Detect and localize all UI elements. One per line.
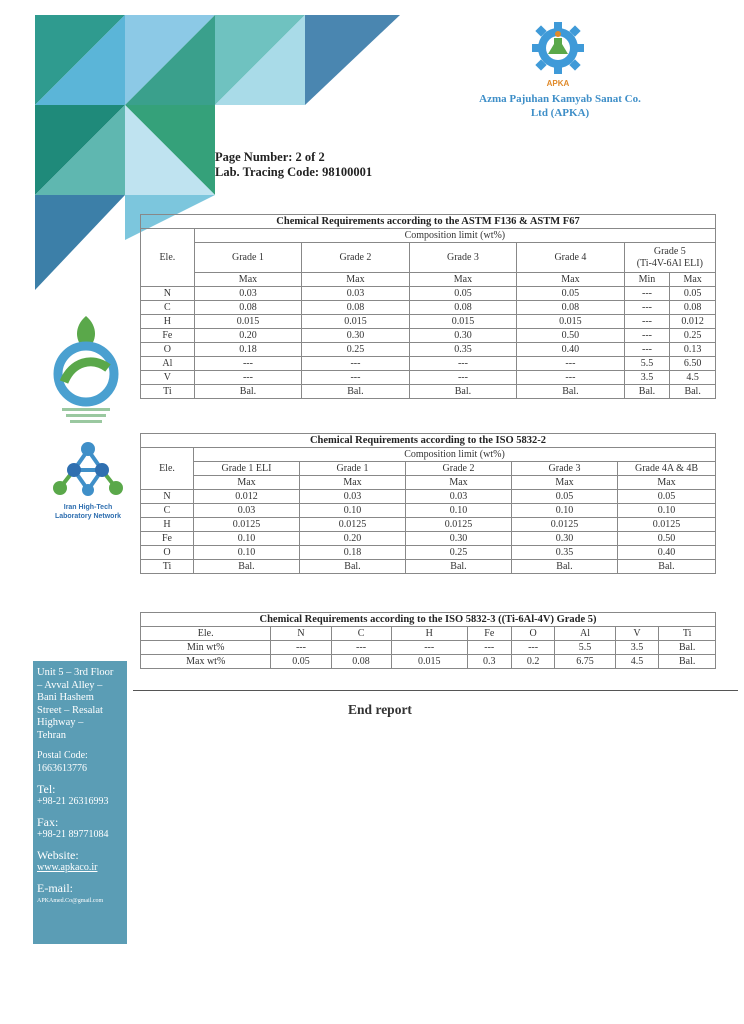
table-cell: C bbox=[331, 627, 391, 641]
table-title: Chemical Requirements according to the ISO 5832-2 bbox=[141, 434, 716, 448]
table-cell: Al bbox=[555, 627, 615, 641]
sub-header: Max bbox=[670, 273, 716, 287]
table-cell: Bal. bbox=[659, 641, 716, 655]
table-cell: 0.20 bbox=[300, 532, 406, 546]
table-cell: --- bbox=[409, 357, 516, 371]
apka-gear-logo-icon bbox=[527, 18, 589, 84]
table-cell: 5.5 bbox=[624, 357, 670, 371]
table-cell: 0.05 bbox=[271, 655, 331, 669]
table-cell: 4.5 bbox=[670, 371, 716, 385]
grade-header: Grade 1 bbox=[194, 243, 301, 273]
table-cell: 0.13 bbox=[670, 343, 716, 357]
table-cell: --- bbox=[271, 641, 331, 655]
table-cell: 3.5 bbox=[615, 641, 659, 655]
company-name bbox=[455, 92, 665, 120]
table-cell: --- bbox=[194, 357, 301, 371]
address-line: Highway – bbox=[37, 717, 84, 728]
table-cell: 0.3 bbox=[467, 655, 511, 669]
table-row bbox=[141, 385, 716, 399]
table-cell: 0.08 bbox=[517, 301, 624, 315]
lab-network-icon bbox=[44, 440, 132, 498]
table-cell: 0.08 bbox=[331, 655, 391, 669]
email-label: E-mail: bbox=[37, 881, 73, 895]
website-link[interactable]: www.apkaco.ir bbox=[37, 861, 98, 873]
table-cell: 0.0125 bbox=[618, 518, 716, 532]
lab-tracing-code: Lab. Tracing Code: 98100001 bbox=[215, 165, 373, 179]
table-cell: 0.015 bbox=[409, 315, 516, 329]
astm-requirements-table bbox=[140, 214, 716, 399]
table-cell: Bal. bbox=[659, 655, 716, 669]
table-cell: 0.0125 bbox=[512, 518, 618, 532]
table-cell: 0.012 bbox=[670, 315, 716, 329]
table-row bbox=[141, 560, 716, 574]
grade-header: Grade 1 bbox=[300, 462, 406, 476]
postal-value: 1663613776 bbox=[37, 762, 87, 774]
table-cell: 0.50 bbox=[618, 532, 716, 546]
table-cell: 0.30 bbox=[512, 532, 618, 546]
table-row bbox=[141, 343, 716, 357]
table-cell: 0.015 bbox=[391, 655, 467, 669]
sub-header: Max bbox=[406, 476, 512, 490]
grade5-header bbox=[624, 243, 715, 273]
table-row bbox=[141, 504, 716, 518]
fax-value: +98-21 89771084 bbox=[37, 828, 109, 840]
table-cell: 0.0125 bbox=[300, 518, 406, 532]
table-cell: 0.50 bbox=[517, 329, 624, 343]
table-cell: O bbox=[511, 627, 555, 641]
table-cell: --- bbox=[194, 371, 301, 385]
table-cell: Bal. bbox=[618, 560, 716, 574]
table-cell: 0.10 bbox=[194, 546, 300, 560]
table-cell: 6.75 bbox=[555, 655, 615, 669]
table-header bbox=[141, 627, 716, 641]
contact-sidebar bbox=[33, 661, 127, 944]
table-cell: Bal. bbox=[194, 560, 300, 574]
apka-logo-text: APKA bbox=[546, 79, 570, 88]
table-row bbox=[141, 329, 716, 343]
table-cell: 0.2 bbox=[511, 655, 555, 669]
table-cell: 0.18 bbox=[194, 343, 301, 357]
grade5-line2: (Ti-4V-6Al ELI) bbox=[636, 257, 703, 269]
address-line: Bani Hashem bbox=[37, 692, 94, 703]
row-label: Ti bbox=[141, 560, 194, 574]
table-row bbox=[141, 371, 716, 385]
row-label: C bbox=[141, 301, 195, 315]
table-cell: 0.30 bbox=[406, 532, 512, 546]
row-label: Ele. bbox=[141, 627, 271, 641]
table-cell: --- bbox=[331, 641, 391, 655]
composition-header: Composition limit (wt%) bbox=[194, 229, 715, 243]
table-cell: 0.10 bbox=[406, 504, 512, 518]
table-cell: --- bbox=[624, 315, 670, 329]
table-cell: 0.08 bbox=[409, 301, 516, 315]
table-cell: 0.015 bbox=[517, 315, 624, 329]
table-cell: Bal. bbox=[517, 385, 624, 399]
row-label: C bbox=[141, 504, 194, 518]
table-row bbox=[141, 301, 716, 315]
sub-header: Max bbox=[512, 476, 618, 490]
grade-header: Grade 3 bbox=[512, 462, 618, 476]
sub-header: Max bbox=[517, 273, 624, 287]
address-line: Street – Resalat bbox=[37, 704, 103, 716]
table-cell: 0.35 bbox=[409, 343, 516, 357]
grade-header: Grade 3 bbox=[409, 243, 516, 273]
table-cell: 0.03 bbox=[194, 287, 301, 301]
table-cell: Fe bbox=[467, 627, 511, 641]
table-cell: 0.10 bbox=[194, 532, 300, 546]
row-label: N bbox=[141, 490, 194, 504]
table-cell: --- bbox=[624, 301, 670, 315]
table-cell: 3.5 bbox=[624, 371, 670, 385]
website-label: Website: bbox=[37, 848, 79, 862]
table-row bbox=[141, 546, 716, 560]
table-cell: --- bbox=[391, 641, 467, 655]
composition-header: Composition limit (wt%) bbox=[194, 448, 716, 462]
table-cell: Bal. bbox=[406, 560, 512, 574]
sub-header: Min bbox=[624, 273, 670, 287]
divider bbox=[133, 690, 738, 691]
table-cell: 0.25 bbox=[670, 329, 716, 343]
grade-header: Grade 2 bbox=[406, 462, 512, 476]
ele-header: Ele. bbox=[141, 448, 194, 490]
table-cell: Bal. bbox=[409, 385, 516, 399]
postal-label: Postal Code: bbox=[37, 750, 88, 761]
row-label: H bbox=[141, 315, 195, 329]
table-cell: 0.05 bbox=[618, 490, 716, 504]
fax-label: Fax: bbox=[37, 815, 59, 829]
address-line: – Avval Alley – bbox=[37, 679, 103, 691]
table-cell: V bbox=[615, 627, 659, 641]
grade-header: Grade 1 ELI bbox=[194, 462, 300, 476]
table-cell: 0.015 bbox=[194, 315, 301, 329]
table-cell: --- bbox=[511, 641, 555, 655]
table-cell: --- bbox=[517, 357, 624, 371]
table-cell: 0.05 bbox=[512, 490, 618, 504]
network-logo-line2: Laboratory Network bbox=[54, 513, 122, 520]
table-cell: 0.40 bbox=[517, 343, 624, 357]
table-cell: 0.10 bbox=[300, 504, 406, 518]
table-body bbox=[141, 490, 716, 574]
table-cell: 0.08 bbox=[194, 301, 301, 315]
table-cell: 0.35 bbox=[512, 546, 618, 560]
table-row bbox=[141, 655, 716, 669]
table-cell: 0.03 bbox=[300, 490, 406, 504]
grade5-line1: Grade 5 bbox=[653, 245, 686, 257]
row-label: Fe bbox=[141, 329, 195, 343]
table-cell: 0.0125 bbox=[194, 518, 300, 532]
company-name-line1: Azma Pajuhan Kamyab Sanat Co. bbox=[479, 93, 641, 105]
table-cell: Bal. bbox=[670, 385, 716, 399]
row-label: Al bbox=[141, 357, 195, 371]
table-cell: 0.03 bbox=[406, 490, 512, 504]
table-body bbox=[141, 287, 716, 399]
table-cell: --- bbox=[624, 343, 670, 357]
page-info bbox=[215, 150, 372, 180]
table-cell: --- bbox=[624, 287, 670, 301]
sub-header: Max bbox=[194, 273, 301, 287]
table-title: Chemical Requirements according to the ISO 5832-3 ((Ti-6Al-4V) Grade 5) bbox=[141, 613, 716, 627]
table-cell: 0.03 bbox=[194, 504, 300, 518]
table-row bbox=[141, 490, 716, 504]
table-cell: --- bbox=[517, 371, 624, 385]
iso-5832-2-table bbox=[140, 433, 716, 574]
row-label: O bbox=[141, 546, 194, 560]
table-cell: 0.18 bbox=[300, 546, 406, 560]
row-label: Max wt% bbox=[141, 655, 271, 669]
table-row bbox=[141, 315, 716, 329]
table-row bbox=[141, 532, 716, 546]
table-cell: 0.08 bbox=[670, 301, 716, 315]
table-cell: 0.05 bbox=[409, 287, 516, 301]
sub-header: Max bbox=[618, 476, 716, 490]
sub-header: Max bbox=[409, 273, 516, 287]
grade-header: Grade 2 bbox=[302, 243, 409, 273]
row-label: Fe bbox=[141, 532, 194, 546]
company-name-line2: Ltd (APKA) bbox=[530, 107, 590, 119]
sub-header: Max bbox=[302, 273, 409, 287]
address bbox=[37, 667, 127, 742]
grade-header: Grade 4 bbox=[517, 243, 624, 273]
table-row bbox=[141, 518, 716, 532]
table-cell: --- bbox=[302, 357, 409, 371]
table-row bbox=[141, 357, 716, 371]
table-cell: Bal. bbox=[512, 560, 618, 574]
table-cell: 0.05 bbox=[517, 287, 624, 301]
network-logo-line1: Iran High-Tech bbox=[63, 504, 113, 511]
row-label: H bbox=[141, 518, 194, 532]
table-body bbox=[141, 641, 716, 669]
ele-header: Ele. bbox=[141, 229, 195, 287]
table-cell: 0.0125 bbox=[406, 518, 512, 532]
table-cell: 0.10 bbox=[512, 504, 618, 518]
row-label: N bbox=[141, 287, 195, 301]
table-cell: 0.05 bbox=[670, 287, 716, 301]
table-cell: --- bbox=[624, 329, 670, 343]
table-cell: Bal. bbox=[194, 385, 301, 399]
table-cell: 6.50 bbox=[670, 357, 716, 371]
table-cell: Ti bbox=[659, 627, 716, 641]
table-cell: 0.10 bbox=[618, 504, 716, 518]
table-cell: 0.03 bbox=[302, 287, 409, 301]
accreditation-logo-icon bbox=[46, 312, 126, 428]
sub-header: Max bbox=[194, 476, 300, 490]
table-cell: 0.30 bbox=[302, 329, 409, 343]
table-cell: --- bbox=[302, 371, 409, 385]
table-title: Chemical Requirements according to the ASTM F136 & ASTM F67 bbox=[141, 215, 716, 229]
table-cell: 0.012 bbox=[194, 490, 300, 504]
table-cell: --- bbox=[409, 371, 516, 385]
table-cell: 0.25 bbox=[302, 343, 409, 357]
table-cell: 4.5 bbox=[615, 655, 659, 669]
table-cell: 5.5 bbox=[555, 641, 615, 655]
row-label: Min wt% bbox=[141, 641, 271, 655]
table-cell: H bbox=[391, 627, 467, 641]
grade-header: Grade 4A & 4B bbox=[618, 462, 716, 476]
table-row bbox=[141, 641, 716, 655]
row-label: O bbox=[141, 343, 195, 357]
table-row bbox=[141, 627, 716, 641]
page-number: Page Number: 2 of 2 bbox=[215, 150, 325, 164]
tel-label: Tel: bbox=[37, 782, 56, 796]
table-cell: Bal. bbox=[624, 385, 670, 399]
table-cell: Bal. bbox=[302, 385, 409, 399]
table-cell: Bal. bbox=[300, 560, 406, 574]
table-cell: 0.40 bbox=[618, 546, 716, 560]
address-line: Tehran bbox=[37, 729, 66, 741]
tel-value: +98-21 26316993 bbox=[37, 795, 109, 807]
sub-header: Max bbox=[300, 476, 406, 490]
end-report-label: End report bbox=[348, 702, 412, 717]
table-cell: 0.08 bbox=[302, 301, 409, 315]
address-line: Unit 5 – 3rd Floor bbox=[37, 667, 114, 678]
email-link[interactable]: APKAmed.Co@gmail.com bbox=[37, 897, 104, 904]
row-label: V bbox=[141, 371, 195, 385]
table-cell: 0.20 bbox=[194, 329, 301, 343]
lab-network-logo bbox=[44, 440, 132, 526]
table-cell: 0.015 bbox=[302, 315, 409, 329]
table-cell: --- bbox=[467, 641, 511, 655]
table-cell: N bbox=[271, 627, 331, 641]
table-row bbox=[141, 287, 716, 301]
row-label: Ti bbox=[141, 385, 195, 399]
iso-5832-3-table bbox=[140, 612, 716, 669]
table-cell: 0.25 bbox=[406, 546, 512, 560]
table-cell: 0.30 bbox=[409, 329, 516, 343]
